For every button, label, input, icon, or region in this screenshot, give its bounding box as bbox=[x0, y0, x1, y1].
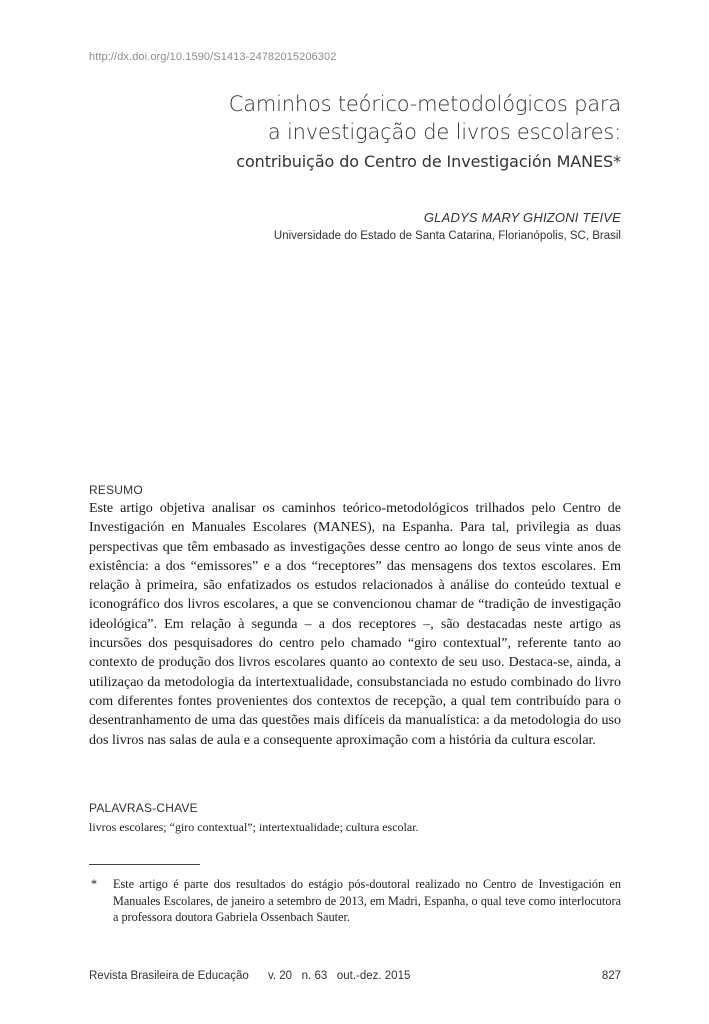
article-title-line-1: Caminhos teórico-metodológicos para bbox=[228, 92, 621, 116]
footer-citation bbox=[89, 969, 410, 983]
page-number: 827 bbox=[601, 970, 621, 982]
abstract-section bbox=[89, 482, 621, 750]
footer-volume: v. 20 bbox=[267, 970, 293, 982]
footnote-text: Este artigo é parte dos resultados do estágio pós-doutoral realizado no Centro de Investigación en Manuales Escolares, de janeiro a setembro de 2013, em Madri, Espanha, o qual teve como interlocutora a professora doutora Gabriela Ossenbach Sauter. bbox=[113, 877, 621, 924]
abstract-text: Este artigo objetiva analisar os caminhos teórico-metodológicos trilhados pelo Centro de Investigación en Manuales Escolares (MANES), na Espanha. Para tal, privilegia as duas perspectivas que têm embasado as investigações desse centro ao longo de seus vinte anos de existência: a dos “emissores” e a dos “receptores” das mensagens dos textos escolares. Em relação à primeira, são enfatizados os estudos relacionados à análise do conteúdo textual e iconográfico dos livros escolares, a que se convencionou chamar de “tradição de investigação ideológica”. Em relação à segunda – a dos receptores –, são destacadas neste artigo as incursões dos pesquisadores do centro pelo chamado “giro contextual”, referente tanto ao contexto de produção dos livros escolares quanto ao contexto de seu uso. Destaca-se, ainda, a utilizaçao da metodologia da intertextualidade, consubstanciada no estudo combinado do livro com diferentes fontes provenientes dos contextos de recepção, a qual tem contribuído para o desentranhamento de uma das questões mais difíceis da manualística: a da metodologia do uso dos livros nas salas de aula e a consequente aproximação com a história da cultura escolar. bbox=[89, 501, 621, 748]
author-affiliation: Universidade do Estado de Santa Catarina, Florianópolis, SC, Brasil bbox=[273, 230, 621, 242]
doi-link[interactable]: http://dx.doi.org/10.1590/S1413-24782015206302 bbox=[89, 51, 337, 63]
footer-journal: Revista Brasileira de Educação bbox=[89, 970, 249, 982]
author-block bbox=[274, 209, 621, 244]
article-subtitle: contribuição do Centro de Investigación MANES* bbox=[236, 152, 621, 171]
abstract-label: RESUMO bbox=[89, 483, 143, 497]
article-title-line-2: a investigação de livros escolares: bbox=[267, 120, 621, 144]
keywords-label: PALAVRAS-CHAVE bbox=[89, 801, 198, 815]
footnote bbox=[89, 876, 621, 926]
keywords-section bbox=[89, 800, 621, 835]
footnote-divider bbox=[89, 864, 200, 865]
article-title-block bbox=[229, 90, 621, 173]
footer-period: out.-dez. 2015 bbox=[336, 970, 411, 982]
footnote-mark: * bbox=[91, 877, 98, 891]
keywords-text: livros escolares; “giro contextual”; intertextualidade; cultura escolar. bbox=[89, 820, 419, 834]
author-name: GLADYS MARY GHIZONI TEIVE bbox=[423, 210, 621, 225]
footer-issue: n. 63 bbox=[301, 970, 328, 982]
